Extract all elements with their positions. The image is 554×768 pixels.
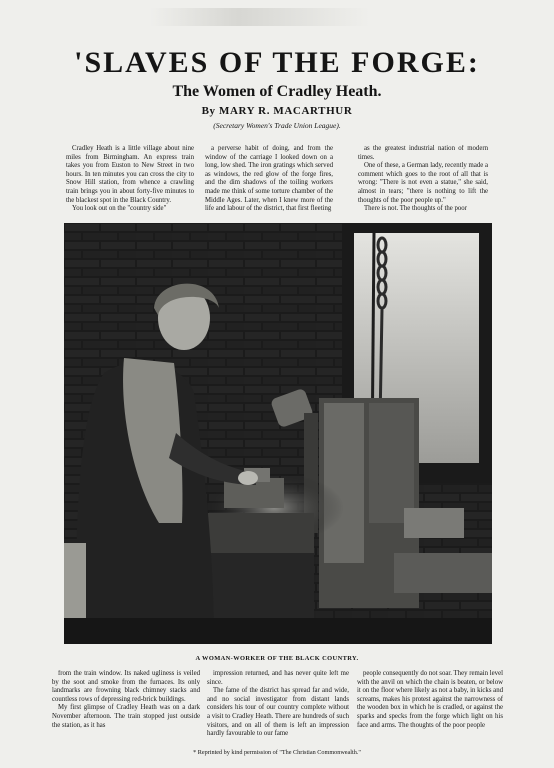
reprint-footnote: * Reprinted by kind permission of "The Christian Commonwealth." bbox=[193, 749, 361, 756]
paragraph: as the greatest industrial nation of modern times. bbox=[358, 145, 488, 161]
paragraph: impression returned, and has never quite left me since. bbox=[207, 670, 349, 686]
text-column-bottom-1 bbox=[52, 670, 200, 744]
article-headline: 'SLAVES OF THE FORGE: bbox=[74, 46, 480, 79]
floor bbox=[64, 618, 492, 644]
article-photograph bbox=[64, 223, 492, 644]
text-column-top-3 bbox=[358, 145, 488, 217]
article-byline: By MARY R. MACARTHUR bbox=[201, 105, 353, 117]
text-column-top-2 bbox=[205, 145, 333, 217]
photo-caption: A WOMAN-WORKER OF THE BLACK COUNTRY. bbox=[195, 655, 359, 662]
paragraph: My first glimpse of Cradley Heath was on a dark November afternoon. The train stopped just outside the station, as it has bbox=[52, 704, 200, 729]
paragraph: people consequently do not soar. They remain level with the anvil on which the chain is beaten, or below it on the floor where likely as not a baby, in kicks and screams, makes his protest against the narrowness of the wooden box in which he is cradled, or against the sparks and specks from the forge which light on his face and arms. The thoughts of the poor people bbox=[357, 670, 503, 729]
paragraph: The fame of the district has spread far and wide, and no social investigator from distant lands considers his tour of our country complete without a visit to Cradley Heath. There are hundreds of such visitors, and on all of them is left an impression hardly favourable to our fame bbox=[207, 687, 349, 738]
paragraph: There is not. The thoughts of the poor bbox=[364, 205, 467, 213]
paragraph: One of these, a German lady, recently made a comment which goes to the root of all that is wrong: "There is not even a statue," she said, almost in tears; "there is nothing to lift the thoughts of the poor people up." bbox=[358, 162, 488, 204]
text-column-bottom-2 bbox=[207, 670, 349, 744]
paragraph: You look out on the "country side" bbox=[72, 205, 167, 213]
text-column-top-1 bbox=[66, 145, 194, 217]
paragraph: a perverse habit of doing, and from the window of the carriage I looked down on a long, low shed. The iron gratings which served as windows, the red glow of the forge fires, and the dim shadows of the toiling workers made me think of some torture chamber of the Middle Ages. Later, when I knew more of the life and labour of the district, that first fleeting bbox=[205, 145, 333, 213]
author-affiliation: (Secretary Women's Trade Union League). bbox=[213, 121, 341, 130]
text-column-bottom-3 bbox=[357, 670, 503, 744]
paragraph: from the train window. Its naked ugliness is veiled by the soot and smoke from the furnaces. Its only landmarks are frowning black chimney stacks and countless rows of depressing red-brick buildings. bbox=[52, 670, 200, 703]
article-subtitle: The Women of Cradley Heath. bbox=[172, 83, 382, 100]
paragraph: Cradley Heath is a little village about nine miles from Birmingham. An express train takes you from Euston to New Street in two hours. In ten minutes you can cross the city to Snow Hill station, from whence a crawling train brings you in about forty-five minutes to the blackest spot in the Black Country. bbox=[66, 145, 194, 204]
paper-smudge bbox=[150, 8, 370, 26]
